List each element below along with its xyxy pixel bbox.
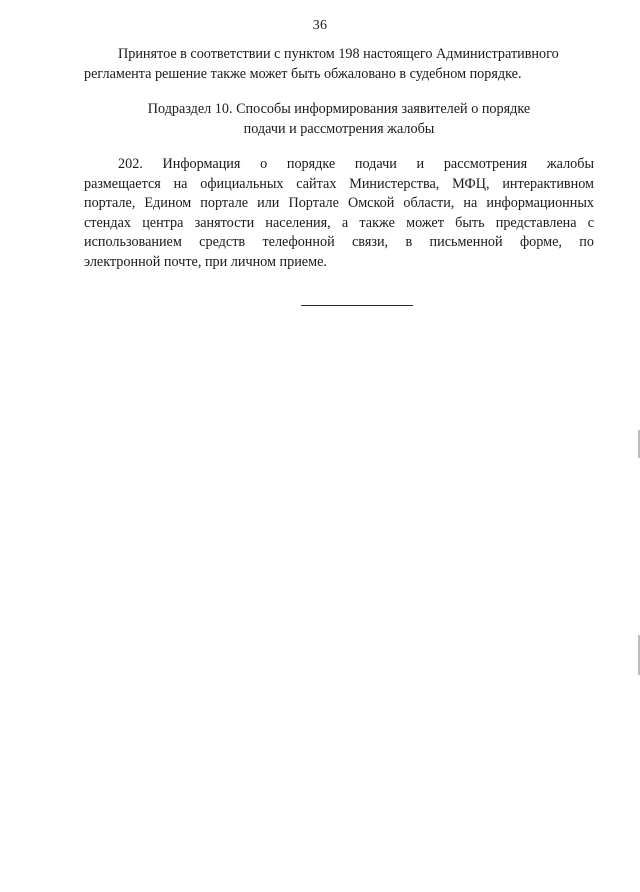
paragraph-line: портале, Едином портале или Портале Омской области, на информационных [84, 195, 594, 211]
subsection-heading [84, 100, 594, 139]
paragraph-line: размещается на официальных сайтах Министерства, МФЦ, интерактивном [84, 175, 594, 192]
paragraph-line: стендах центра занятости населения, а также может быть представлена с [84, 214, 594, 231]
heading-line: Подраздел 10. Способы информирования заявителей о порядке [147, 101, 531, 117]
heading-line: подачи и рассмотрения жалобы [243, 120, 435, 137]
paragraph-line: 202. Информация о порядке подачи и рассмотрения жалобы [118, 156, 594, 172]
end-of-text-rule [301, 305, 413, 306]
paragraph-line: регламента решение также может быть обжаловано в судебном порядке. [84, 65, 522, 82]
paragraph-line: электронной почте, при личном приеме. [84, 253, 327, 270]
paragraph-line: использованием средств телефонной связи, в письменной форме, по [84, 234, 594, 250]
paragraph-202 [84, 155, 594, 272]
paragraph-appeal-court [84, 45, 594, 84]
paragraph-line: Принятое в соответствии с пунктом 198 настоящего Административного [118, 46, 559, 62]
page-number: 36 [312, 18, 328, 33]
